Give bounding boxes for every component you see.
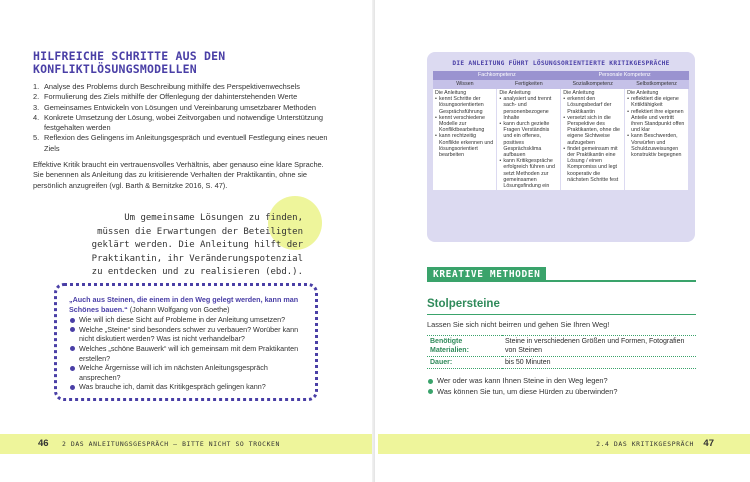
running-footer: 2 DAS ANLEITUNGSGESPRÄCH – BITTE NICHT SO TROCKEN bbox=[62, 440, 280, 448]
materials-value: Steine in verschiedenen Größen und Formen, Fotografien von Steinen bbox=[502, 336, 696, 357]
page-number: 46 bbox=[38, 438, 49, 449]
materials-table bbox=[427, 335, 696, 369]
list-item: Welche „Steine“ sind besonders schwer zu verbauen? Worüber kann nicht diskutiert werden? Was ist nicht verhandelbar? bbox=[69, 325, 303, 344]
list-item: 2. Formulierung des Ziels mithilfe der Offenlegung der dahinterstehenden Werte bbox=[33, 92, 298, 102]
steps-list bbox=[33, 82, 333, 154]
list-item: Welche Ärgernisse will ich im nächsten Anleitungsgespräch ansprechen? bbox=[69, 363, 303, 382]
reflection-box bbox=[54, 283, 318, 401]
list-item: 4. Konkrete Umsetzung der Lösung, wobei Zeitvorgaben und notwendige Unterstützung festgehalten werden bbox=[33, 112, 323, 133]
column-header: Sozialkompetenz bbox=[561, 80, 625, 89]
divider bbox=[427, 314, 696, 315]
group-header: Personale Kompetenz bbox=[561, 71, 689, 80]
section-heading: HILFREICHE SCHRITTE AUS DEN KONFLIKTLÖSUNGSMODELLEN bbox=[33, 49, 226, 76]
running-footer: 2.4 DAS KRITIKGESPRÄCH bbox=[596, 440, 694, 448]
table-cell: Die Anleitung • kennt Schritte der lösungsorientierten Gesprächsführung • kennt verschiedene Modelle zur Konfliktbearbeitung • kann rechtzeitig Konflikte erkennen und lösungsorientiert bearbeiten bbox=[433, 89, 497, 190]
method-intro: Lassen Sie sich nicht beirren und gehen Sie Ihren Weg! bbox=[427, 320, 610, 329]
list-item: Wie will ich diese Sicht auf Probleme in der Anleitung umsetzen? bbox=[69, 315, 303, 325]
pull-quote: Um gemeinsame Lösungen zu finden, müssen die Erwartungen der Beteiligten geklärt werden. Die Anleitung hilft der Praktikantin, ihr Veränderungspotenzial zu entdecken und zu realisieren (ebd.). bbox=[91, 213, 303, 277]
page-number: 47 bbox=[703, 438, 714, 449]
table-cell: Die Anleitung • reflektiert die eigene Kritikfähigkeit • reflektiert ihre eigenen Anteile und vertritt ihren Standpunkt offen und klar • kann Beschwerden, Vorwürfen und Schuldzuweisungen konstruktiv begegnen bbox=[625, 89, 689, 190]
list-item: Welches „schöne Bauwerk“ will ich gemeinsam mit dem Praktikanten erstellen? bbox=[69, 344, 303, 363]
group-header: Fachkompetenz bbox=[433, 71, 561, 80]
column-header: Wissen bbox=[433, 80, 497, 89]
table-row bbox=[427, 336, 696, 357]
column-header: Fertigkeiten bbox=[497, 80, 561, 89]
materials-label: Benötigte Materialien: bbox=[427, 336, 502, 357]
list-item: Was brauche ich, damit das Kritikgespräch gelingen kann? bbox=[69, 382, 303, 392]
list-item: 5. Reflexion des Gelingens im Anleitungsgespräch und eventuell Festlegung eines neuen Ziels bbox=[33, 133, 328, 153]
body-paragraph: Effektive Kritik braucht ein vertrauensvolles Verhältnis, aber genauso eine klare Sprache. Sie benennen als Anleitung das zu kritisierende Verhalten der Praktikantin, ohne sie persönlich anzugreifen (vgl. Barth & Bernitzke 2016, S. 47). bbox=[33, 160, 324, 190]
list-item: Wer oder was kann Ihnen Steine in den Weg legen? bbox=[427, 376, 696, 387]
column-header: Selbstkompetenz bbox=[625, 80, 689, 89]
competence-table bbox=[433, 71, 689, 190]
list-item: 3. Gemeinsames Entwickeln von Lösungen und Vereinbarung umsetzbarer Methoden bbox=[33, 102, 316, 112]
kreativ-methoden-label: KREATIVE METHODEN bbox=[427, 267, 546, 282]
list-item: 1. Analyse des Problems durch Beschreibung mithilfe des Perspektivenwechsels bbox=[33, 82, 300, 91]
footer-left bbox=[0, 434, 372, 454]
footer-right bbox=[378, 434, 750, 454]
competence-table-card bbox=[427, 52, 695, 242]
duration-label: Dauer: bbox=[427, 357, 502, 369]
method-title: Stolpersteine bbox=[427, 298, 500, 310]
table-row bbox=[427, 357, 696, 369]
kreativ-methoden-bar bbox=[427, 267, 696, 282]
goethe-quote: „Auch aus Steinen, die einem in den Weg gelegt werden, kann man Schönes bauen.“ (Johann Wolfgang von Goethe) bbox=[69, 295, 299, 314]
reflection-questions bbox=[69, 315, 303, 392]
method-questions bbox=[427, 376, 696, 397]
table-cell: Die Anleitung • erkennt den Lösungsbedarf der Praktikantin • versetzt sich in die Perspektive des Praktikanten, ohne die eigene Sichtweise aufzugeben • findet gemeinsam mit der Praktikantin eine Lösung / einen Kompromiss und legt kooperativ die nächsten Schritte fest bbox=[561, 89, 625, 190]
list-item: Was können Sie tun, um diese Hürden zu überwinden? bbox=[427, 387, 696, 398]
duration-value: bis 50 Minuten bbox=[502, 357, 696, 369]
table-cell: Die Anleitung • analysiert und trennt sach- und personenbezogene Inhalte • kann durch gezielte Fragen Verständnis und ein offenes, positives Gesprächsklima aufbauen • kann Kritikgespräche erfolgreich führen und setzt Methoden zur gemeinsamen Lösungsfindung ein bbox=[497, 89, 561, 190]
table-title: DIE ANLEITUNG FÜHRT LÖSUNGSORIENTIERTE KRITIKGESPRÄCHE bbox=[452, 60, 670, 67]
